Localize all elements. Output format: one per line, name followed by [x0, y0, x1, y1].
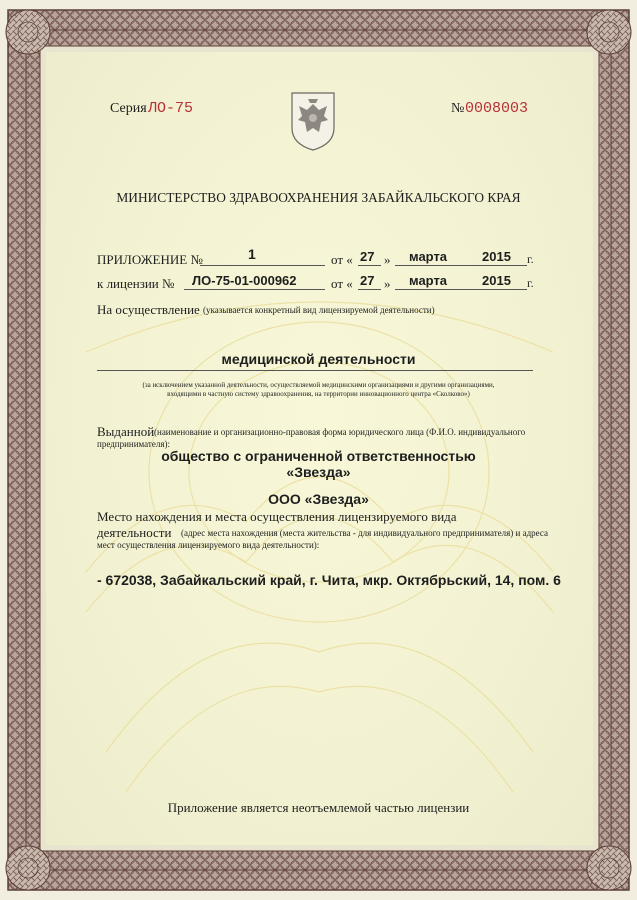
license-close-quote: »	[384, 276, 391, 291]
appendix-day: 27	[360, 249, 375, 264]
corner-rosette-top-right	[587, 10, 631, 54]
activity-exclusion-line1: (за исключением указанной деятельности, осуществляемой медицинскими организациями и другими организациями,	[142, 381, 495, 389]
issued-name-line2: «Звезда»	[286, 464, 351, 480]
appendix-label: ПРИЛОЖЕНИЕ №	[97, 252, 203, 267]
license-label: к лицензии №	[97, 276, 175, 291]
issued-note-line2: предпринимателя):	[97, 439, 170, 449]
activity-note: (указывается конкретный вид лицензируемой деятельности)	[203, 305, 435, 315]
location-address: - 672038, Забайкальский край, г. Чита, мкр. Октябрьский, 14, пом. 6	[97, 572, 561, 588]
appendix-from-label: от «	[331, 252, 353, 267]
appendix-year: 2015	[482, 249, 511, 264]
corner-rosette-bottom-left	[6, 846, 50, 890]
number-label: №	[451, 101, 465, 116]
license-year: 2015	[482, 273, 511, 288]
license-month: марта	[409, 273, 448, 288]
appendix-year-suffix: г.	[527, 252, 534, 266]
issued-label: Выданной	[97, 424, 155, 439]
ministry-title: МИНИСТЕРСТВО ЗДРАВООХРАНЕНИЯ ЗАБАЙКАЛЬСКОГО КРАЯ	[116, 190, 521, 205]
issued-short-name: ООО «Звезда»	[268, 491, 369, 507]
license-year-suffix: г.	[527, 276, 534, 290]
location-note-line1: (адрес места нахождения (места жительства - для индивидуального предпринимателя) и адреса	[181, 528, 549, 538]
license-day: 27	[360, 273, 375, 288]
appendix-number: 1	[248, 246, 256, 262]
activity-exclusion-line2: входящими в частную систему здравоохранения, на территории инновационного центра «Сколково»)	[167, 390, 470, 398]
series-value: ЛО-75	[148, 100, 194, 117]
coat-of-arms-icon	[289, 90, 337, 152]
issued-note-line1: (наименование и организационно-правовая форма юридического лица (Ф.И.О. индивидуального	[154, 427, 526, 437]
license-number: ЛО-75-01-000962	[192, 273, 297, 288]
activity-label: На осуществление	[97, 302, 200, 317]
location-note-line2: мест осуществления лицензируемого вида деятельности):	[97, 540, 320, 550]
appendix-month: марта	[409, 249, 448, 264]
number-value: 0008003	[465, 100, 529, 117]
license-from-label: от «	[331, 276, 353, 291]
corner-rosette-bottom-right	[587, 846, 631, 890]
location-label-line2: деятельности	[97, 525, 172, 540]
location-label-line1: Место нахождения и места осуществления лицензируемого вида	[97, 509, 457, 524]
series-label: Серия	[110, 101, 147, 116]
footer-note: Приложение является неотъемлемой частью лицензии	[167, 800, 470, 815]
issued-name-line1: общество с ограниченной ответственностью	[161, 448, 476, 464]
appendix-close-quote: »	[384, 252, 391, 267]
activity-value: медицинской деятельности	[221, 351, 416, 367]
corner-rosette-top-left	[6, 10, 50, 54]
